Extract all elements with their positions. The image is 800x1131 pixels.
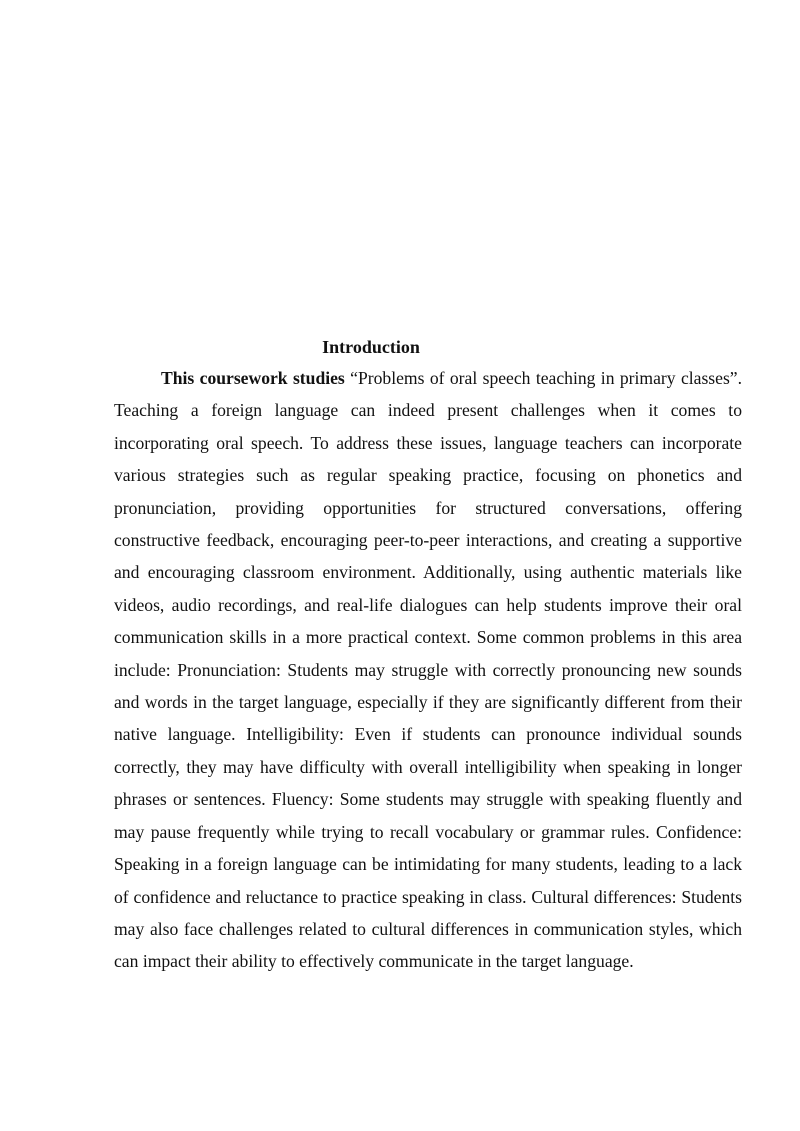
paragraph-text: “Problems of oral speech teaching in primary classes”. Teaching a foreign language can indeed present challenges when it comes to incorporating oral speech. To address these issues, language teachers can incorporate various strategies such as regular speaking practice, focusing on phonetics and pronunciation, providing opportunities for structured conversations, offering constructive feedback, encouraging peer-to-peer interactions, and creating a supportive and encouraging classroom environment. Additionally, using authentic materials like videos, audio recordings, and real-life dialogues can help students improve their oral communication skills in a more practical context. Some common problems in this area include: Pronunciation: Students may struggle with correctly pronouncing new sounds and words in the target language, especially if they are significantly different from their native language. Intelligibility: Even if students can pronounce individual sounds correctly, they may have difficulty with overall intelligibility when speaking in longer phrases or sentences. Fluency: Some students may struggle with speaking fluently and may pause frequently while trying to recall vocabulary or grammar rules. Confidence: Speaking in a foreign language can be intimidating for many students, leading to a lack of confidence and reluctance to practice speaking in class. Cultural differences: Students may also face challenges related to cultural differences in communication styles, which can impact their ability to effectively communicate in the target language.: [114, 368, 743, 972]
section-heading: Introduction: [322, 337, 420, 357]
body-paragraph: [114, 362, 742, 978]
paragraph-lead: This coursework studies: [161, 368, 345, 388]
